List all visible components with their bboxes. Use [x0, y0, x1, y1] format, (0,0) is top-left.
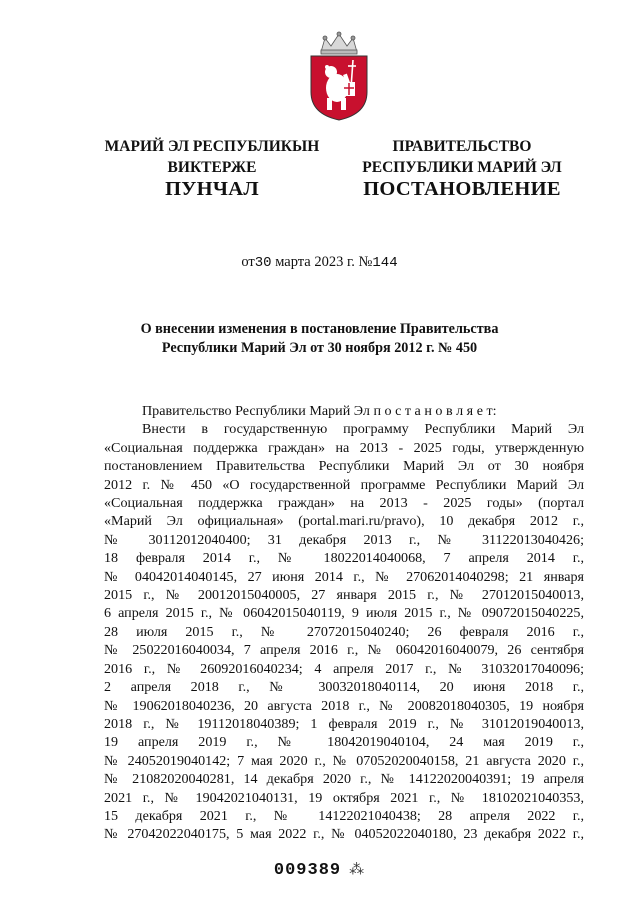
header-right-org	[352, 136, 572, 178]
body-line: Внести в государственную программу Республики Марий Эл	[142, 421, 584, 438]
body-line: 15 декабря 2021 г., № 14122021040438; 28 апреля 2022 г.,	[104, 807, 584, 824]
form-serial-number	[0, 860, 639, 880]
body-line: № 24052019040142; 7 мая 2020 г., № 07052020040158, 21 августа 2020 г.,	[104, 752, 584, 769]
header-right-doc-type: ПОСТАНОВЛЕНИЕ	[363, 178, 561, 200]
body-line: 2016 г., № 26092016040234; 4 апреля 2017 г., № 31032017040096;	[104, 660, 584, 677]
serial-number: 009389	[273, 861, 342, 880]
body-line: 18 февраля 2014 г., № 18022014040068, 7 апреля 2014 г.,	[104, 550, 584, 567]
body-line: № 30112012040400; 31 декабря 2013 г., № 31122013040426;	[104, 531, 584, 548]
body-paragraph	[104, 420, 584, 843]
date-month-year: марта 2023 г. №	[275, 254, 373, 270]
header-left-org	[92, 136, 332, 178]
body-line: 2018 г., № 19112018040389; 1 февраля 2019 г., № 31012019040013,	[104, 715, 584, 732]
serial-mark: ⁂	[349, 862, 366, 879]
body-intro: Правительство Республики Марий Эл п о с т а н о в л я е т:	[142, 403, 497, 419]
body-line: «Социальная поддержка граждан» на 2013 - 2025 годы» (портал	[104, 495, 584, 512]
document-number: 144	[372, 255, 398, 271]
body-line: постановлением Правительства Республики Марий Эл от 30 ноября	[104, 458, 584, 475]
body-line: 2015 г., № 20012015040005, 27 января 2015 г., № 27012015040013,	[104, 587, 584, 604]
body-line: № 27042022040175, 5 мая 2022 г., № 04052022040180, 23 декабря 2022 г.,	[104, 826, 584, 843]
body-line: № 19062018040236, 20 августа 2018 г., № 20082018040305, 19 ноября	[104, 697, 584, 714]
body-line: № 04042014040145, 27 июня 2014 г., № 27062014040298; 21 января	[104, 568, 584, 585]
header-left-doc-type: ПУНЧАЛ	[165, 178, 259, 200]
crown-icon	[321, 32, 357, 54]
date-prefix: от	[241, 254, 255, 270]
coat-of-arms-icon	[301, 30, 377, 122]
header-left-line1: МАРИЙ ЭЛ РЕСПУБЛИКЫН	[104, 138, 320, 155]
body-line: 28 июля 2015 г., № 27072015040240; 26 февраля 2016 г.,	[104, 623, 584, 640]
body-line: 2021 г., № 19042021040131, 19 октября 2021 г., № 18102021040353,	[104, 789, 584, 806]
header-left-line2: ВИКТЕРЖЕ	[167, 159, 257, 176]
body-line: «Социальная поддержка граждан» на 2013 - 2025 годы, утвержденную	[104, 439, 584, 456]
body-line: № 25022016040034, 7 апреля 2016 г., № 06042016040079, 26 сентября	[104, 642, 584, 659]
header-right-line2: РЕСПУБЛИКИ МАРИЙ ЭЛ	[362, 159, 562, 176]
document-body	[104, 402, 584, 844]
title-line-1: О внесении изменения в постановление Правительства	[140, 321, 499, 337]
body-line: 2012 г. № 450 «О государственной программе Республики Марий Эл	[104, 476, 584, 493]
body-line: 19 апреля 2019 г., № 18042019040104, 24 мая 2019 г.,	[104, 734, 584, 751]
date-day: 30	[254, 255, 272, 271]
document-title	[100, 320, 539, 358]
body-line: «Марий Эл официальная» (portal.mari.ru/pravo), 10 декабря 2012 г.,	[104, 513, 584, 530]
body-line: 2 апреля 2018 г., № 30032018040114, 20 июня 2018 г.,	[104, 679, 584, 696]
title-line-2: Республики Марий Эл от 30 ноября 2012 г. № 450	[161, 340, 478, 356]
document-date-line	[0, 254, 639, 271]
small-shield-icon	[343, 82, 355, 96]
body-line: 6 апреля 2015 г., № 06042015040119, 9 июля 2015 г., № 09072015040225,	[104, 605, 584, 622]
body-line: № 21082020040281, 14 декабря 2020 г., № 14122020040391; 19 апреля	[104, 771, 584, 788]
header-right-line1: ПРАВИТЕЛЬСТВО	[392, 138, 532, 155]
